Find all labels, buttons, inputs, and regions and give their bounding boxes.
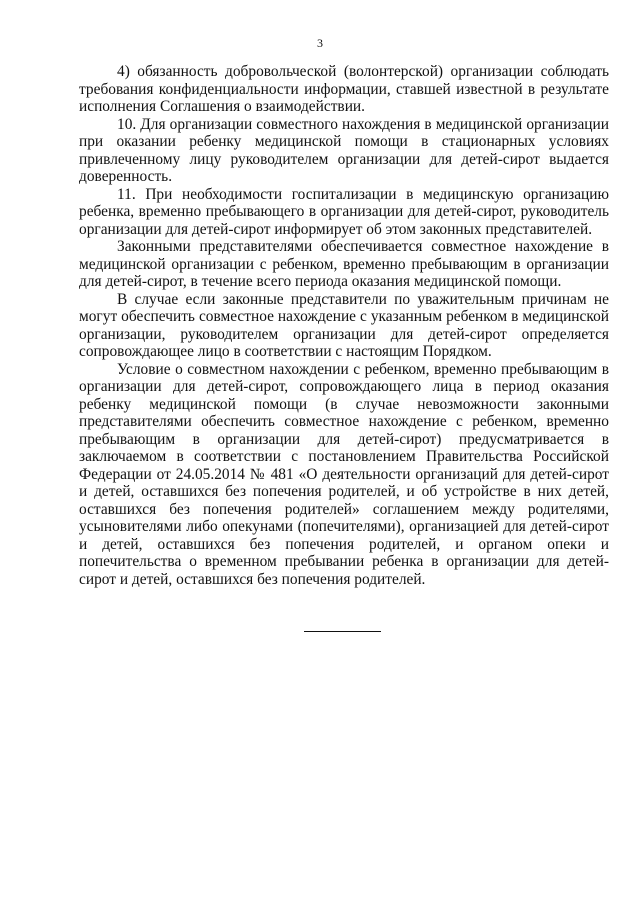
paragraph-item-4: 4) обязанность добровольческой (волонтерской) организации соблюдать требования конфиденциальности информации, ставшей известной в результате исполнения Соглашения о взаимодействии. <box>79 63 609 115</box>
document-body <box>79 63 609 588</box>
paragraph-item-11: 11. При необходимости госпитализации в медицинскую организацию ребенка, временно пребывающего в организации для детей-сирот, руководитель организации для детей-сирот информирует об этом законных представителей. <box>79 185 609 238</box>
end-of-document-rule <box>304 631 381 632</box>
paragraph-cohabitation-condition: Условие о совместном нахождении с ребенком, временно пребывающим в организации для детей-сирот, сопровождающего лица в период оказания ребенку медицинской помощи (в случае невозможности законными представителями обеспечить совместное нахождение с ребенком, временно пребывающим в организации для детей-сирот) предусматривается в заключаемом в соответствии с постановлением Правительства Российской Федерации от 24.05.2014 № 481 «О деятельности организаций для детей-сирот и детей, оставшихся без попечения родителей, и об устройстве в них детей, оставшихся без попечения родителей» соглашением между родителями, усыновителями либо опекунами (попечителями), организацией для детей-сирот и детей, оставшихся без попечения родителей, и органом опеки и попечительства о временном пребывании ребенка в организации для детей-сирот и детей, оставшихся без попечения родителей. <box>79 360 609 588</box>
paragraph-item-10: 10. Для организации совместного нахождения в медицинской организации при оказании ребенку медицинской помощи в стационарных условиях привлеченному лицу руководителем организации для детей-сирот выдается доверенность. <box>79 115 609 185</box>
paragraph-legal-representatives: Законными представителями обеспечивается совместное нахождение в медицинской организации с ребенком, временно пребывающим в организации для детей-сирот, в течение всего периода оказания медицинской помощи. <box>79 238 609 290</box>
paragraph-accompanying-person: В случае если законные представители по уважительным причинам не могут обеспечить совместное нахождение с указанным ребенком в медицинской организации, руководителем организации для детей-сирот определяется сопровождающее лицо в соответствии с настоящим Порядком. <box>79 290 609 360</box>
page-number: 3 <box>317 36 323 50</box>
